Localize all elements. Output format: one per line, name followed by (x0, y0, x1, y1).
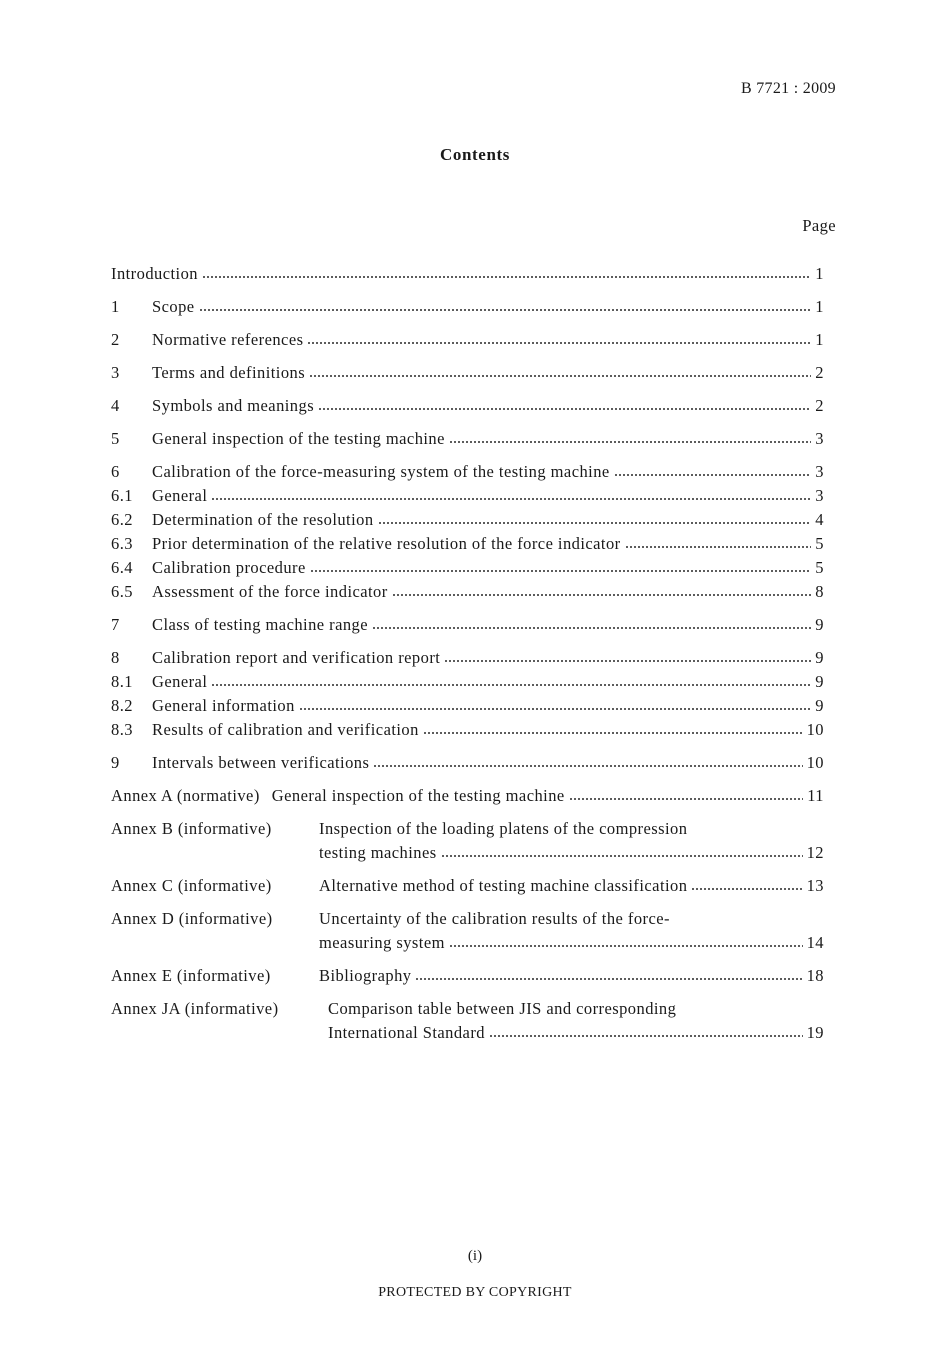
toc-entry-8-1[interactable] (111, 670, 824, 694)
toc-page-number: 10 (806, 753, 824, 772)
toc-entry-6-3[interactable] (111, 532, 824, 556)
dot-leader (199, 309, 812, 311)
toc-entry-text: International Standard (328, 1023, 485, 1042)
toc-page-number: 3 (815, 486, 824, 505)
dot-leader (625, 546, 812, 548)
toc-entry-intervals[interactable] (111, 751, 824, 775)
toc-page-number: 13 (806, 876, 824, 895)
page-column-label: Page (802, 216, 836, 235)
dot-leader (423, 732, 803, 734)
toc-entry-6-5[interactable] (111, 580, 824, 604)
toc-section-number: 6 (111, 462, 120, 481)
toc-section-number: 1 (111, 297, 120, 316)
toc-page-number: 4 (815, 510, 824, 529)
toc-annex-c[interactable] (111, 874, 824, 898)
toc-page-number: 14 (806, 933, 824, 952)
toc-entry-text-line1: Comparison table between JIS and corresponding (328, 999, 677, 1018)
toc-entry-introduction[interactable] (111, 262, 824, 286)
dot-leader (378, 522, 812, 524)
dot-leader (415, 978, 802, 980)
toc-entry-text: testing machines (319, 843, 437, 862)
toc-entry-calibration-report[interactable] (111, 646, 824, 670)
toc-entry-class[interactable] (111, 613, 824, 637)
toc-entry-text: Class of testing machine range (152, 615, 369, 634)
toc-section-number: 6.1 (111, 486, 133, 505)
dot-leader (299, 708, 812, 710)
toc-annex-d[interactable] (111, 907, 824, 955)
toc-section-number: 8.2 (111, 696, 133, 715)
toc-page-number: 9 (815, 648, 824, 667)
toc-entry-text: Symbols and meanings (152, 396, 315, 415)
toc-entry-text-line1: Inspection of the loading platens of the compression (319, 819, 688, 838)
toc-page-number: 1 (815, 297, 824, 316)
toc-section-number: 4 (111, 396, 120, 415)
toc-entry-text: Determination of the resolution (152, 510, 374, 529)
toc-entry-text: Terms and definitions (152, 363, 306, 382)
toc-entry-6-2[interactable] (111, 508, 824, 532)
toc-entry-terms[interactable] (111, 361, 824, 385)
toc-page-number: 11 (807, 786, 824, 805)
toc-entry-general-inspection[interactable] (111, 427, 824, 451)
toc-entry-text: General inspection of the testing machine (271, 786, 565, 805)
dot-leader (614, 474, 812, 476)
annex-label: Annex JA (informative) (111, 999, 279, 1018)
page-number-roman: (i) (467, 1248, 483, 1264)
toc-section-number: 3 (111, 363, 120, 382)
dot-leader (211, 498, 811, 500)
toc-entry-text: Introduction (111, 264, 198, 283)
dot-leader (691, 888, 802, 890)
toc-entry-text: Alternative method of testing machine classification (319, 876, 688, 895)
dot-leader (373, 765, 802, 767)
page-title: Contents (440, 145, 510, 164)
dot-leader (318, 408, 811, 410)
toc-page-number: 8 (815, 582, 824, 601)
annex-label: Annex A (normative) (111, 786, 260, 805)
annex-label: Annex E (informative) (111, 966, 271, 985)
toc-page-number: 1 (815, 264, 824, 283)
toc-section-number: 7 (111, 615, 120, 634)
toc-entry-text: Calibration report and verification report (152, 648, 441, 667)
toc-page-number: 2 (815, 396, 824, 415)
toc-entry-text: Calibration of the force-measuring system of the testing machine (152, 462, 610, 481)
toc-page-number: 18 (806, 966, 824, 985)
toc-entry-text: Bibliography (319, 966, 412, 985)
toc-section-number: 5 (111, 429, 120, 448)
toc-page-number: 3 (815, 462, 824, 481)
dot-leader (449, 441, 811, 443)
toc-entry-text: Assessment of the force indicator (152, 582, 388, 601)
toc-entry-calibration-force[interactable] (111, 460, 824, 484)
toc-page-number: 19 (806, 1023, 824, 1042)
annex-label: Annex B (informative) (111, 819, 272, 838)
dot-leader (441, 855, 803, 857)
annex-label: Annex D (informative) (111, 909, 273, 928)
dot-leader (449, 945, 803, 947)
toc-entry-text: General (152, 486, 208, 505)
toc-page-number: 5 (815, 558, 824, 577)
toc-page-number: 2 (815, 363, 824, 382)
toc-page-number: 9 (815, 696, 824, 715)
toc-section-number: 8.3 (111, 720, 133, 739)
toc-annex-ja[interactable] (111, 997, 824, 1045)
dot-leader (309, 375, 811, 377)
toc-page-number: 5 (815, 534, 824, 553)
dot-leader (444, 660, 811, 662)
toc-entry-text: Calibration procedure (152, 558, 306, 577)
dot-leader (202, 276, 811, 278)
toc-entry-text: Prior determination of the relative resolution of the force indicator (152, 534, 621, 553)
toc-entry-text-line1: Uncertainty of the calibration results of the force- (319, 909, 670, 928)
dot-leader (569, 798, 804, 800)
toc-entry-text: General (152, 672, 208, 691)
toc-section-number: 6.3 (111, 534, 133, 553)
toc-entry-text: General inspection of the testing machine (152, 429, 445, 448)
toc-entry-normative-references[interactable] (111, 328, 824, 352)
toc-page-number: 10 (806, 720, 824, 739)
toc-section-number: 2 (111, 330, 120, 349)
toc-section-number: 6.2 (111, 510, 133, 529)
standard-code: B 7721 : 2009 (740, 80, 836, 97)
toc-entry-text: Normative references (152, 330, 304, 349)
toc-section-number: 9 (111, 753, 120, 772)
toc-page-number: 12 (806, 843, 824, 862)
toc-entry-text: measuring system (319, 933, 445, 952)
toc-page-number: 9 (815, 672, 824, 691)
toc-entry-text: Scope (152, 297, 195, 316)
toc-annex-a[interactable] (111, 784, 824, 808)
annex-label: Annex C (informative) (111, 876, 272, 895)
toc-section-number: 8.1 (111, 672, 133, 691)
toc-entry-scope[interactable] (111, 295, 824, 319)
toc-entry-text: Intervals between verifications (152, 753, 370, 772)
toc-section-number: 6.5 (111, 582, 133, 601)
toc-section-number: 6.4 (111, 558, 133, 577)
copyright-notice: PROTECTED BY COPYRIGHT (378, 1285, 572, 1300)
toc-section-number: 8 (111, 648, 120, 667)
dot-leader (489, 1035, 803, 1037)
dot-leader (307, 342, 811, 344)
dot-leader (392, 594, 812, 596)
table-of-contents (111, 262, 824, 1045)
dot-leader (310, 570, 812, 572)
toc-entry-6-4[interactable] (111, 556, 824, 580)
toc-page-number: 3 (815, 429, 824, 448)
toc-entry-8-3[interactable] (111, 718, 824, 742)
toc-page-number: 9 (815, 615, 824, 634)
toc-entry-8-2[interactable] (111, 694, 824, 718)
toc-annex-b[interactable] (111, 817, 824, 865)
toc-annex-e[interactable] (111, 964, 824, 988)
dot-leader (211, 684, 811, 686)
dot-leader (372, 627, 811, 629)
toc-entry-symbols[interactable] (111, 394, 824, 418)
toc-entry-text: General information (152, 696, 295, 715)
toc-entry-text: Results of calibration and verification (152, 720, 419, 739)
toc-page-number: 1 (815, 330, 824, 349)
toc-entry-6-1[interactable] (111, 484, 824, 508)
